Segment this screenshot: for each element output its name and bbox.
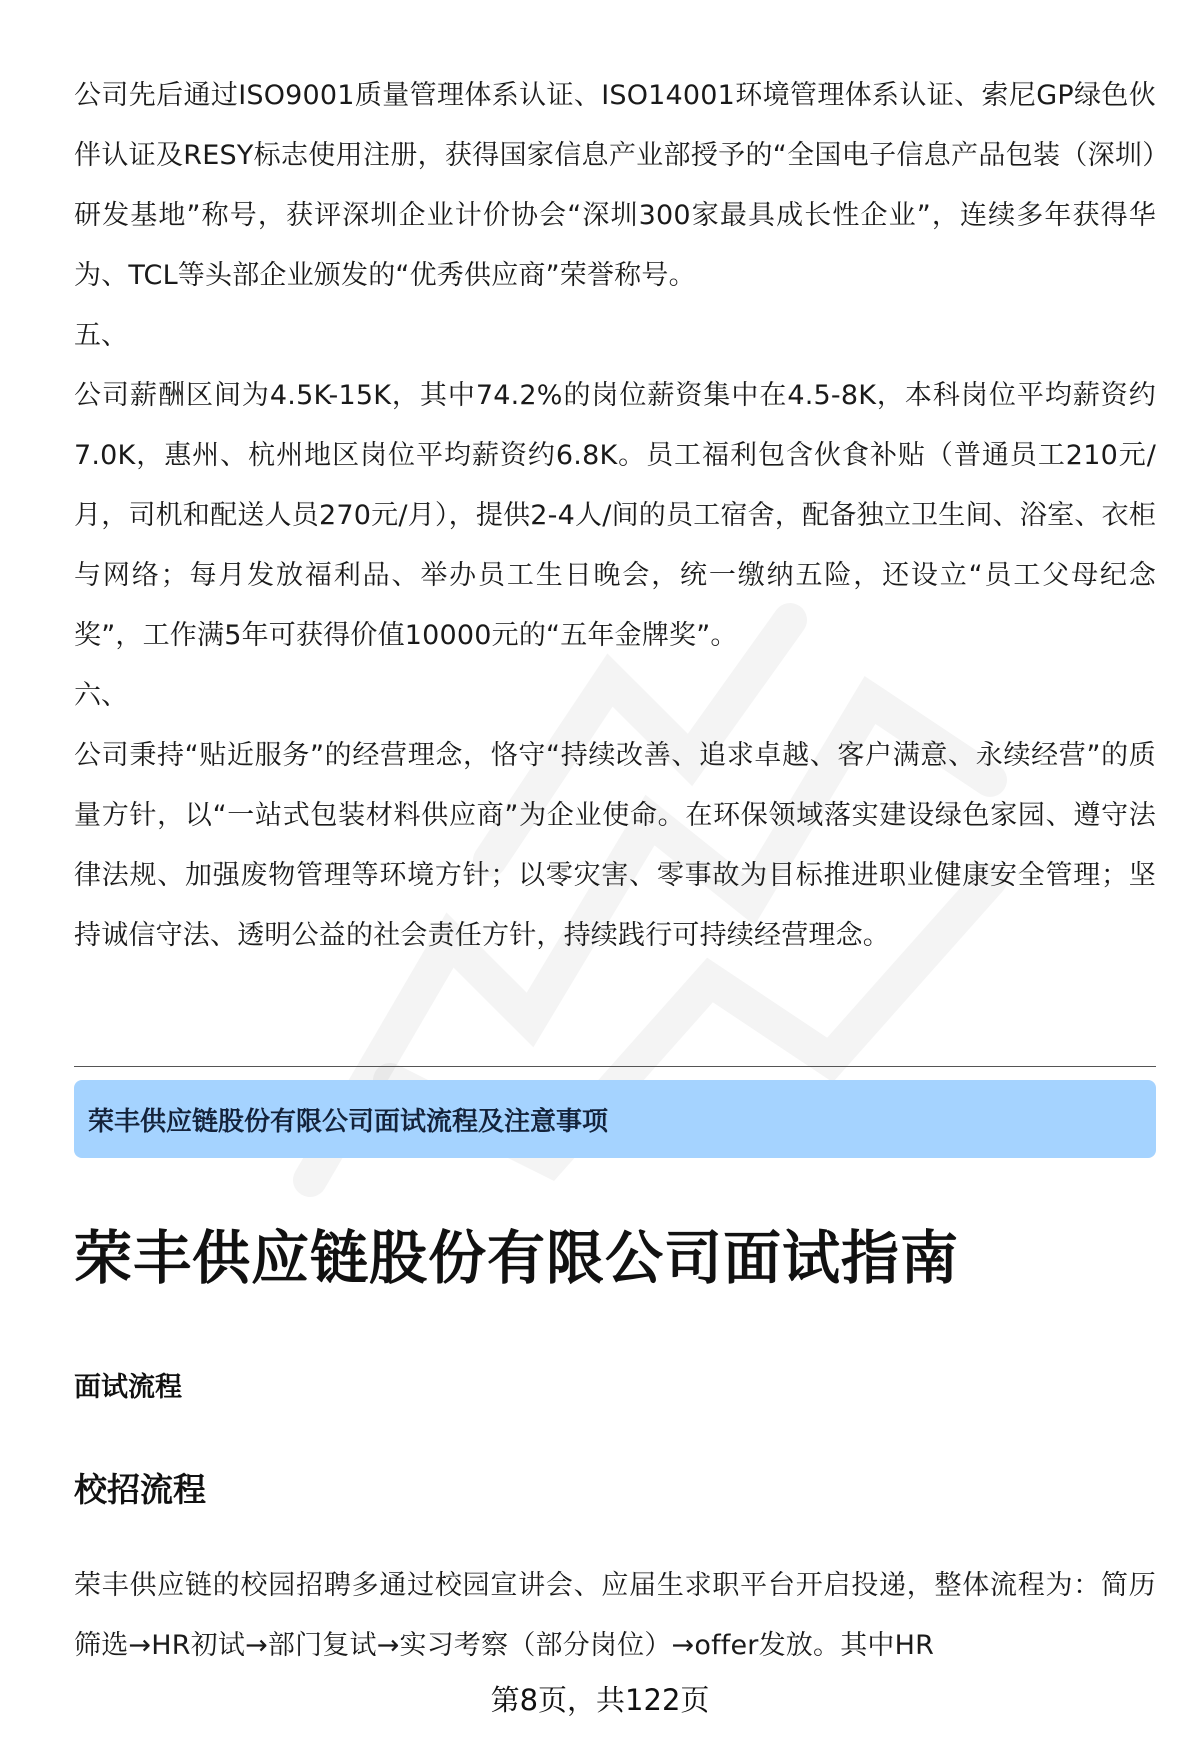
section-number-5: 五、 [74,320,128,351]
paragraph-certifications: 公司先后通过ISO9001质量管理体系认证、ISO14001环境管理体系认证、索尼GP绿色伙伴认证及RESY标志使用注册，获得国家信息产业部授予的“全国电子信息产品包装（深圳）研发基地”称号，获评深圳企业计价协会“深圳300家最具成长性企业”，连续多年获得华为、TCL等头部企业颁发的“优秀供应商”荣誉称号。 [74,80,1156,291]
heading-campus-recruitment: 校招流程 [74,1470,206,1509]
paragraph-salary-benefits: 公司薪酬区间为4.5K-15K，其中74.2%的岗位薪资集中在4.5-8K，本科岗位平均薪资约7.0K，惠州、杭州地区岗位平均薪资约6.8K。员工福利包含伙食补贴（普通员工210元/月，司机和配送人员270元/月），提供2-4人/间的员工宿舍，配备独立卫生间、浴室、衣柜与网络；每月发放福利品、举办员工生日晚会，统一缴纳五险，还设立“员工父母纪念奖”，工作满5年可获得价值10000元的“五年金牌奖”。 [74,380,1156,651]
section-number-6: 六、 [74,680,128,711]
paragraph-company-philosophy: 公司秉持“贴近服务”的经营理念，恪守“持续改善、追求卓越、客户满意、永续经营”的质量方针，以“一站式包装材料供应商”为企业使命。在环保领域落实建设绿色家园、遵守法律法规、加强废物管理等环境方针；以零灾害、零事故为目标推进职业健康安全管理；坚持诚信守法、透明公益的社会责任方针，持续践行可持续经营理念。 [74,740,1156,951]
section-banner [74,1080,1156,1158]
paragraph-campus-process: 荣丰供应链的校园招聘多通过校园宣讲会、应届生求职平台开启投递，整体流程为：简历筛选→HR初试→部门复试→实习考察（部分岗位）→offer发放。其中HR [74,1570,1156,1661]
section-divider [74,1066,1156,1067]
page-number-footer: 第8页，共122页 [490,1683,710,1717]
campus-recruitment-body [74,1556,1156,1676]
subheading-interview-process: 面试流程 [74,1372,182,1403]
document-body [74,66,1156,966]
banner-title: 荣丰供应链股份有限公司面试流程及注意事项 [88,1106,609,1137]
page-title: 荣丰供应链股份有限公司面试指南 [74,1224,960,1292]
